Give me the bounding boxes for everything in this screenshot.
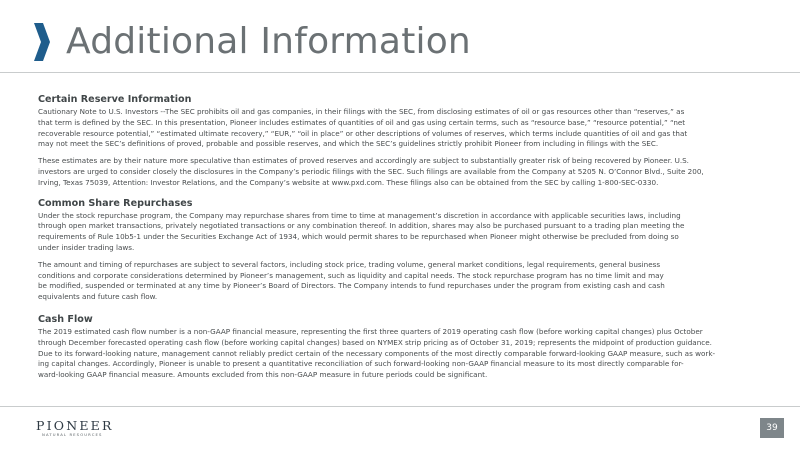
paragraph — [38, 260, 760, 303]
section-heading-reserve: Certain Reserve Information — [38, 94, 192, 105]
text-line: requirements of Rule 10b5-1 under the Securities Exchange Act of 1934, which would permit shares to be repurchased when Pioneer might otherwise be precluded from doing so — [38, 232, 679, 242]
text-line: The 2019 estimated cash flow number is a non-GAAP financial measure, representing the first three quarters of 2019 operating cash flow (before working capital changes) plus October — [38, 326, 703, 336]
text-line: conditions and corporate considerations determined by Pioneer’s management, such as liquidity and capital needs. The stock repurchase program has no time limit and may — [38, 270, 664, 280]
content-body — [38, 93, 760, 381]
text-line: Due to its forward-looking nature, management cannot reliably predict certain of the necessary components of the most directly comparable forward-looking GAAP measure, such as work- — [38, 348, 716, 358]
text-line: be modified, suspended or terminated at any time by Pioneer’s Board of Directors. The Company intends to fund repurchases under the program from existing cash and cash — [38, 281, 665, 291]
text-line: investors are urged to consider closely the disclosures in the Company’s periodic filings with the SEC. Such filings are available from the Company at 5205 N. O’Connor Blvd., Suite 200, — [38, 166, 704, 176]
text-line: These estimates are by their nature more speculative than estimates of proved reserves and accordingly are subject to substantially greater risk of being recovered by Pioneer. U.S. — [38, 156, 689, 166]
pioneer-logo — [36, 418, 114, 438]
chevron-right-icon — [30, 19, 52, 65]
text-line: ing capital changes. Accordingly, Pioneer is unable to present a quantitative reconciliation of such forward-looking non-GAAP financial measure to its most directly comparable for- — [38, 359, 684, 369]
text-line: that term is defined by the SEC. In this presentation, Pioneer includes estimates of quantities of oil and gas using certain terms, such as “resource base,” “resource potential,” “net — [38, 117, 686, 127]
text-line: Under the stock repurchase program, the Company may repurchase shares from time to time at management’s discretion in accordance with applicable securities laws, including — [38, 210, 681, 220]
text-line: Cautionary Note to U.S. Investors --The SEC prohibits oil and gas companies, in their filings with the SEC, from disclosing estimates of oil or gas resources other than “reserves,” as — [38, 107, 685, 116]
paragraph — [38, 211, 760, 254]
text-line: through open market transactions, privately negotiated transactions or any combination thereof. In addition, shares may also be purchased pursuant to a trading plan meeting the — [38, 221, 685, 231]
page-number-badge: 39 — [760, 418, 784, 438]
paragraph — [38, 327, 760, 381]
title-bar — [30, 16, 471, 68]
text-line: may not meet the SEC’s definitions of proved, probable and possible reserves, and which the SEC’s guidelines strictly prohibit Pioneer from including in filings with the SEC. — [38, 139, 659, 149]
page-title: Additional Information — [66, 21, 471, 62]
section-heading-repurchases: Common Share Repurchases — [38, 197, 193, 209]
text-line: under insider trading laws. — [38, 242, 135, 252]
footer-divider — [0, 406, 800, 407]
section-heading-cash-flow: Cash Flow — [38, 313, 93, 325]
logo-wordmark: PIONEER — [36, 418, 114, 433]
text-line: equivalents and future cash flow. — [38, 292, 158, 302]
text-line: Irving, Texas 75039, Attention: Investor Relations, and the Company’s website at www.pxd.com. These filings also can be obtained from the SEC by calling 1-800-SEC-0330. — [38, 177, 659, 187]
paragraph — [38, 156, 760, 188]
text-line: through December forecasted operating cash flow (before working capital changes) based on NYMEX strip pricing as of October 31, 2019; represents the midpoint of production guidance. — [38, 337, 712, 347]
logo-subtext: NATURAL RESOURCES — [42, 432, 103, 437]
text-line: ward-looking GAAP financial measure. Amounts excluded from this non-GAAP measure in future periods could be significant. — [38, 370, 488, 380]
text-line: recoverable resource potential,” “estimated ultimate recovery,” “EUR,” “oil in place” or other descriptions of volumes of reserves, which terms include quantities of oil and gas that — [38, 128, 688, 138]
text-line: The amount and timing of repurchases are subject to several factors, including stock price, trading volume, general market conditions, legal requirements, general business — [38, 259, 661, 269]
paragraph — [38, 107, 760, 150]
title-divider — [0, 72, 800, 73]
